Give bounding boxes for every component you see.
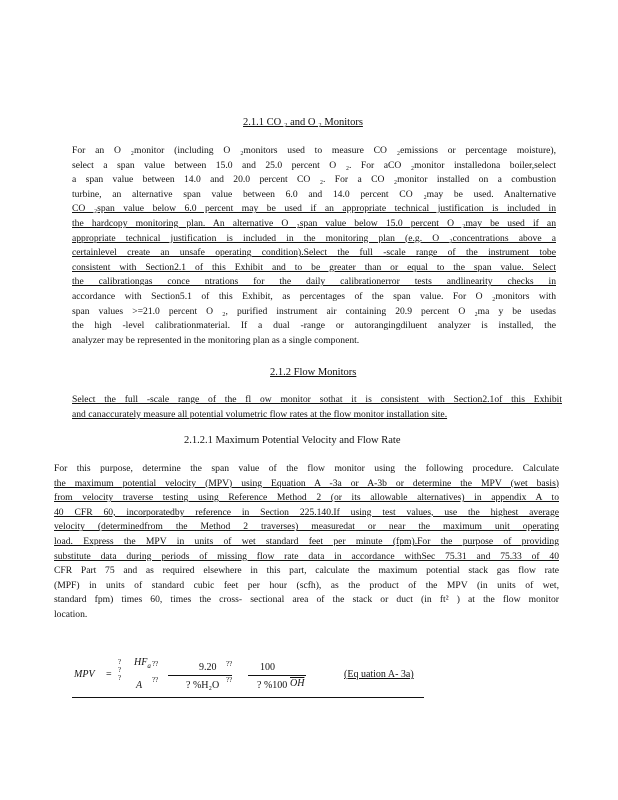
paragraph-line: a span value between 14.0 and 20.0 percent CO ₂. For a CO ₂monitor installed on a combustion <box>72 174 556 186</box>
equation-underline <box>72 697 424 698</box>
section-heading-flow-monitors: 2.1.2 Flow Monitors <box>270 367 357 378</box>
fraction-2-denominator: ? %H₂O <box>186 680 220 691</box>
bracket-glyph-2b: ?? <box>226 676 233 684</box>
paragraph-line: and canaccurately measure all potential volumetric flow rates at the flow monitor installation site. <box>72 408 448 420</box>
paragraph-line: accordance with Section5.1 of this Exhibit, as percentages of the span value. For O ₂monitors with <box>72 290 556 302</box>
paragraph-line: from velocity traverse testing using Reference Method 2 (or its allowable alternatives) in appendix A to <box>54 492 559 504</box>
paragraph-line: appropriate technical justification is included in the monitoring plan (e.g. O ₂concentrations above a <box>72 232 556 244</box>
bracket-glyph-1: ?? <box>152 660 159 668</box>
equation-a-3a <box>72 657 424 698</box>
equation-equals: = <box>106 669 112 680</box>
paragraph-line: CO ₂span value below 6.0 percent may be used if an appropriate technical justification is included in <box>72 203 556 215</box>
fraction-2-numerator: 9.20 <box>199 662 217 673</box>
paragraph-line: location. <box>54 608 88 620</box>
bracket-glyph-2: ?? <box>226 660 233 668</box>
paragraph-line: For this purpose, determine the span value of the flow monitor using the following procedure. Calculate <box>54 463 559 474</box>
paragraph-line: For an O ₂monitor (including O ₂monitors used to measure CO ₂emissions or percentage moisture), <box>72 145 556 156</box>
paragraph-flow-monitor-range <box>72 393 562 422</box>
paragraph-line: turbine, an alternative span value between 6.0 and 14.0 percent CO ₂may be used. Analternative <box>72 188 556 200</box>
equation-label: (Eq uation A- 3a) <box>344 669 414 680</box>
paragraph-line: the maximum potential velocity (MPV) using Equation A -3a or A-3b or determine the MPV (wet basis) <box>54 477 559 489</box>
paragraph-line: 40 CFR 60, incorporatedby reference in Section 225.140.If using test values, use the highest average <box>54 506 559 518</box>
paragraph-line: certainlevel create an unsafe operating condition).Select the full -scale range of the instrument tobe <box>72 247 556 259</box>
fraction-3-denominator: ? %100 <box>257 680 288 691</box>
fraction-bar-2 <box>168 675 232 676</box>
paragraph-line: Select the full -scale range of the fl ow monitor sothat it is consistent with Section2.1of this Exhibit <box>72 394 562 405</box>
paragraph-line: the calibrationgas conce ntrations for the daily calibrationerror tests andlinearity checks in <box>72 276 556 288</box>
paragraph-co2-o2-span-values <box>72 144 556 348</box>
subsection-heading-max-potential-velocity: 2.1.2.1 Maximum Potential Velocity and Flow Rate <box>184 435 401 446</box>
paragraph-line: the hardcopy monitoring plan. An alternative O ₂span value below 15.0 percent O ₂may be used if an <box>72 217 556 229</box>
paragraph-line: substitute data during periods of missing flow rate data in accordance withSec 75.31 and 75.33 of 40 <box>54 550 559 562</box>
paragraph-mpv-procedure <box>54 462 559 623</box>
paragraph-line: (MPF) in units of standard cubic feet per hour (scfh), as the product of the MPV (in units of wet, <box>54 579 559 591</box>
fraction-1-numerator: $HF_a$ <box>134 657 151 670</box>
equation-lhs: MPV <box>74 669 95 680</box>
bracket-glyph-left: ? ? ? <box>118 658 122 682</box>
paragraph-line: load. Express the MPV in units of wet standard feet per minute (fpm).For the purpose of providing <box>54 535 559 547</box>
fraction-1-denominator: A <box>136 680 143 691</box>
paragraph-line: velocity (determinedfrom the Method 2 traverses) measuredat or near the maximum unit operating <box>54 521 559 533</box>
bracket-glyph-1b: ?? <box>152 676 159 684</box>
paragraph-line: analyzer may be represented in the monitoring plan as a single component. <box>72 334 360 346</box>
paragraph-line: CFR Part 75 and as required elsewhere in this part, calculate the maximum potential stack gas flow rate <box>54 565 559 577</box>
paragraph-line: consistent with Section2.1 of this Exhibit and to be greater than or equal to the span value. Select <box>72 261 556 273</box>
paragraph-line: standard fpm) times 60, times the cross- sectional area of the stack or duct (in ft² ) at the flow monitor <box>54 594 559 606</box>
paragraph-line: span values >=21.0 percent O ₂, purified instrument air containing 20.9 percent O ₂ma y be usedas <box>72 305 556 317</box>
section-heading-co2-o2-monitors: 2.1.1 CO ₂ and O ₂ Monitors <box>243 117 363 128</box>
fraction-3-numerator: 100 <box>260 662 275 673</box>
paragraph-line: the high -level calibrationmaterial. If a dual -range or autorangingdiluent analyzer is installed, the <box>72 320 556 332</box>
paragraph-line: select a span value between 15.0 and 25.0 percent O ₂. For aCO ₂monitor installedona boiler,select <box>72 159 556 171</box>
fraction-3-denominator-tail: $\overline{OH}$ <box>290 678 305 689</box>
fraction-bar-3 <box>248 675 306 676</box>
